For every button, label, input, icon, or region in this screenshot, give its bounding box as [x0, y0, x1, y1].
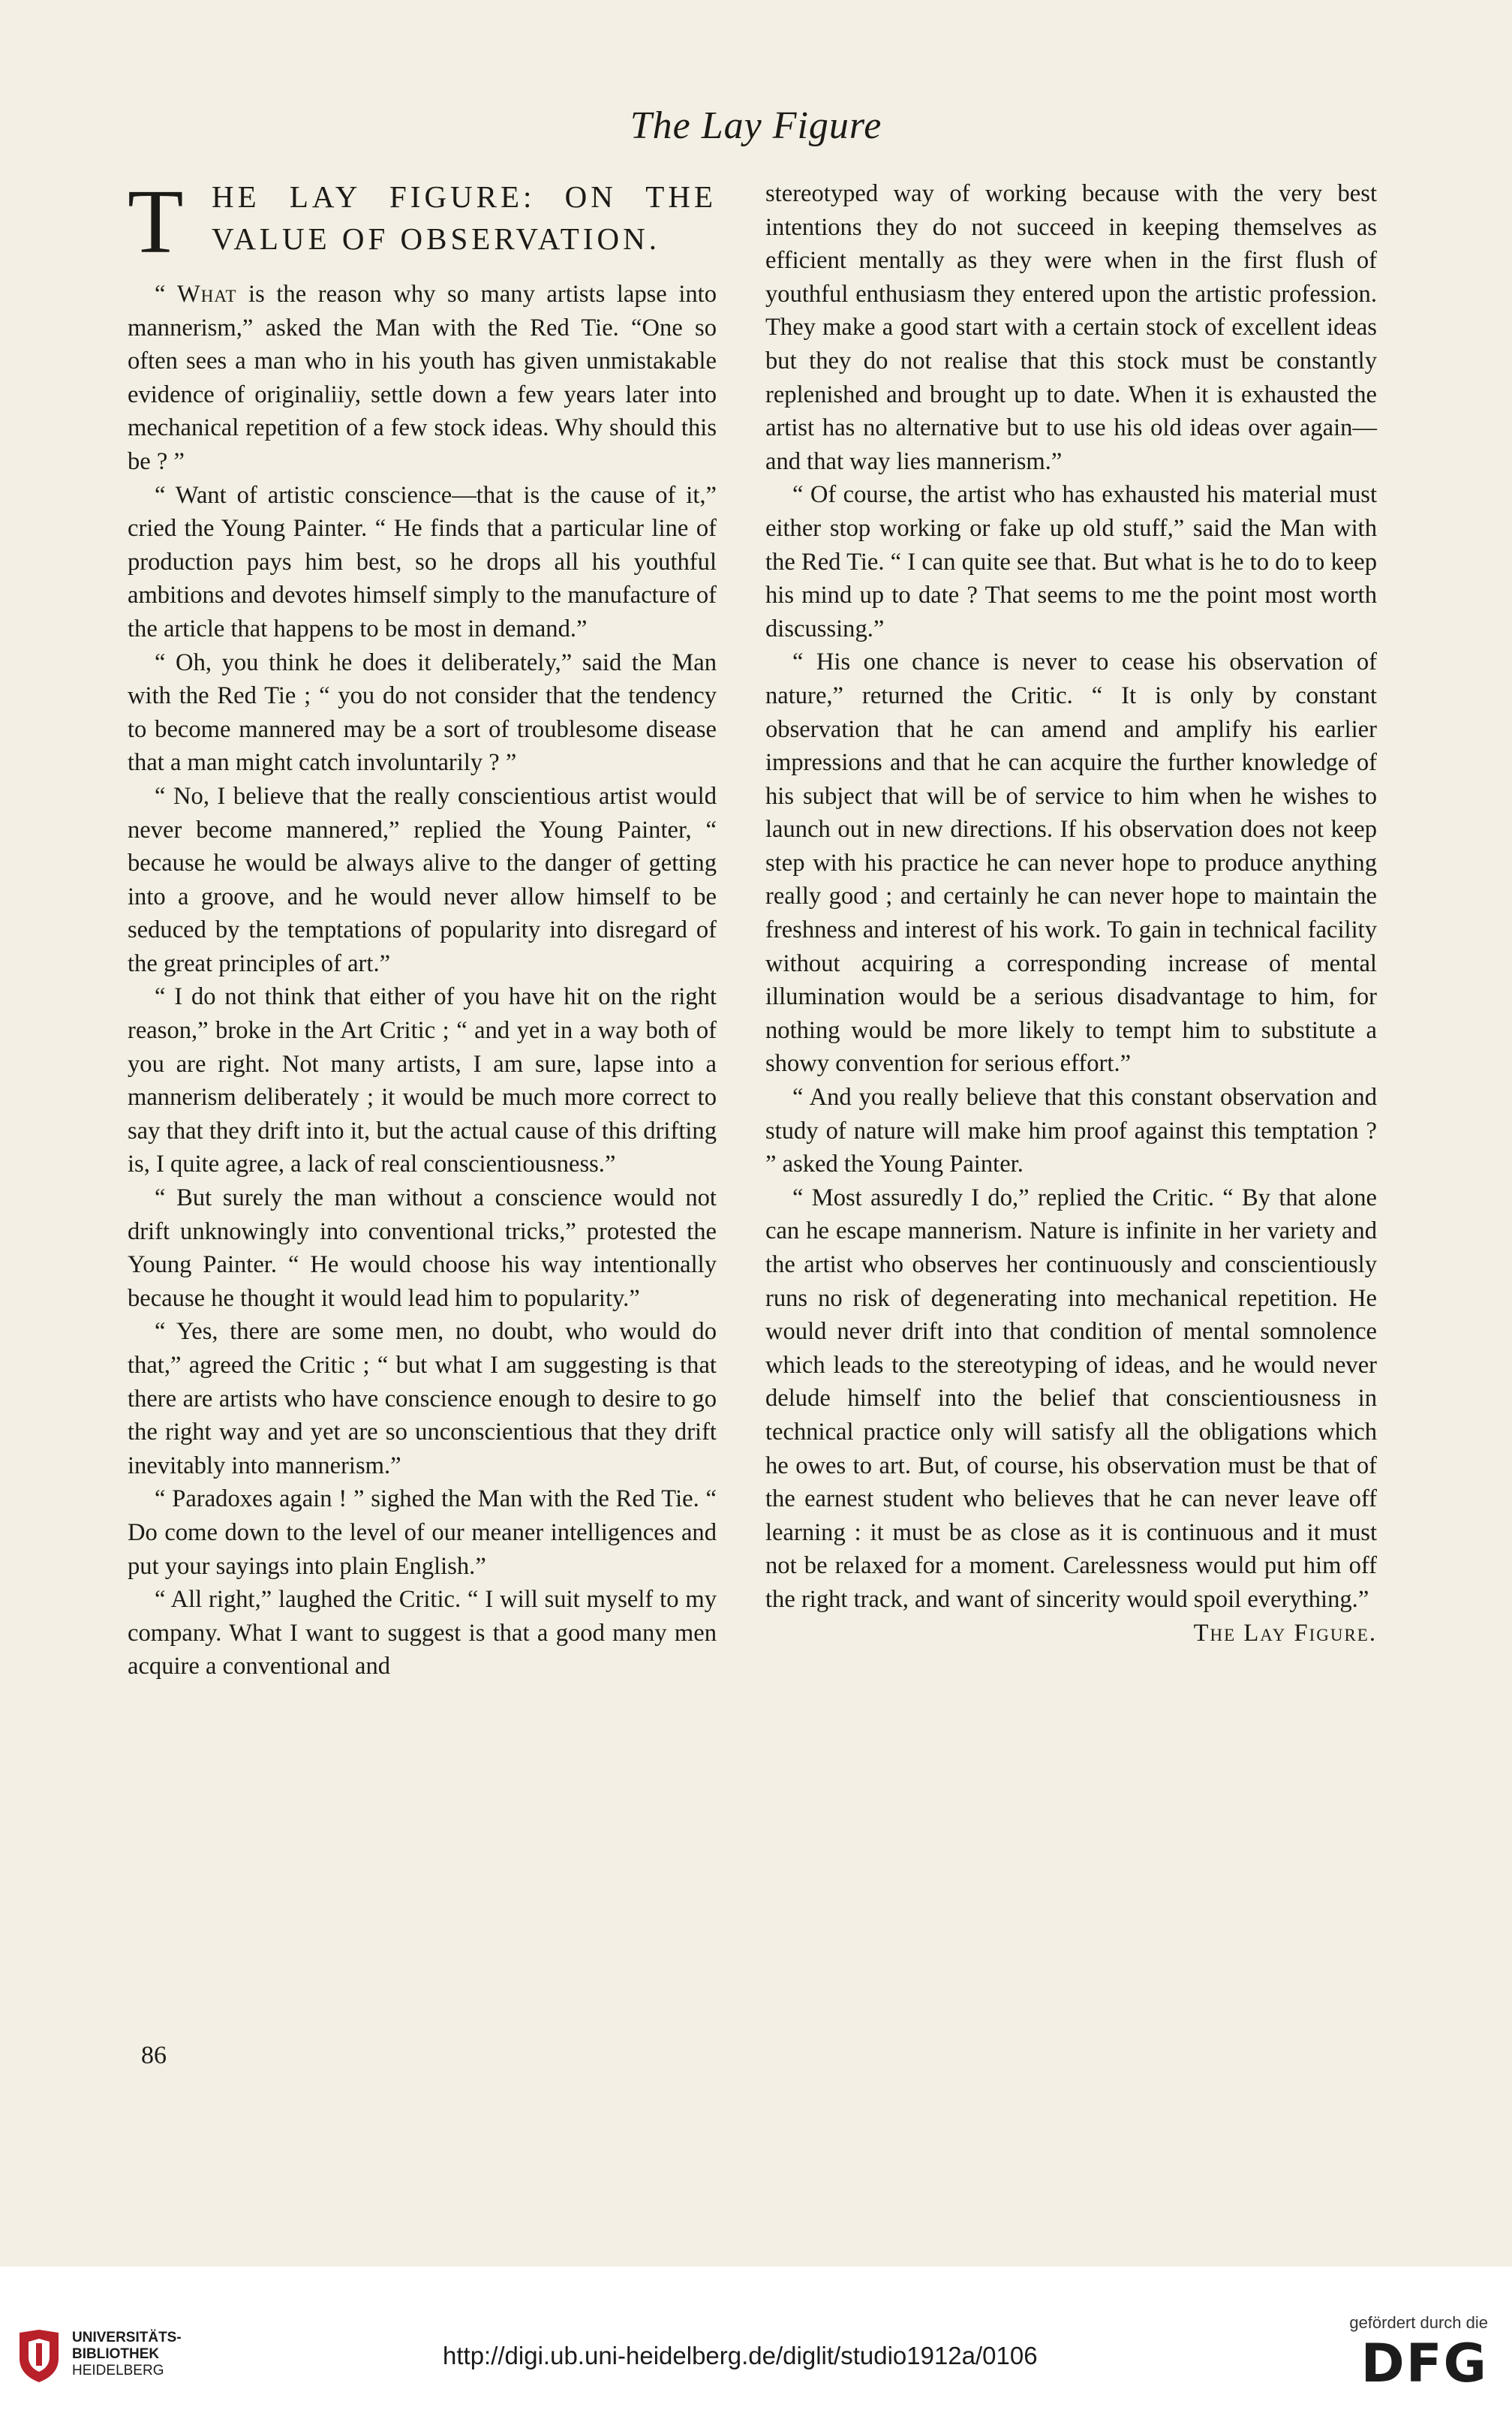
- article-title: [128, 171, 717, 278]
- paragraph: “ I do not think that either of you have hit on the right reason,” broke in the Art Critic ; “ and yet in a way both of you are right. Not many artists, I am sure, lapse into a mannerism deliberately ; it would be much more correct to say that they drift into it, but the actual cause of this drifting is, I quite agree, a lack of real conscientiousness.”: [128, 983, 717, 1178]
- institution-line: HEIDELBERG: [72, 2363, 164, 2378]
- institution-line: BIBLIOTHEK: [72, 2346, 160, 2362]
- paragraph: “ Oh, you think he does it deliberately,” said the Man with the Red Tie ; “ you do not consider that the tendency to become mannered may be a sort of troublesome disease that a man might catch involuntarily ? ”: [128, 648, 717, 777]
- paragraph: “ But surely the man without a conscience would not drift unknowingly into conventional tricks,” protested the Young Painter. “ He would choose his way intentionally because he thought it would lead him to popularity.”: [128, 1184, 717, 1312]
- paragraph-text: is the reason why so many artists lapse into mannerism,” asked the Man with the Red Tie. “One so often sees a man who in his youth has given unmistakable evidence of originaliiy, settle down a few years later into mechanical repetition of a few stock ideas. Why should this be ? ”: [128, 281, 717, 475]
- paragraph: “ Yes, there are some men, no doubt, who would do that,” agreed the Critic ; “ but what I am suggesting is that there are artists who have conscience enough to desire to go the right way and yet are so unconscientious that they drift inevitably into mannerism.”: [128, 1318, 717, 1479]
- institution-name: [72, 2330, 182, 2379]
- smallcaps-word: What: [177, 281, 237, 308]
- title-line-2: VALUE OF OBSERVATION.: [212, 221, 660, 256]
- running-head: The Lay Figure: [630, 104, 882, 147]
- right-column: [765, 177, 1377, 1650]
- paragraph: “ All right,” laughed the Critic. “ I will suit myself to my company. What I want to suggest is that a good many men acquire a conventional and: [128, 1586, 717, 1680]
- university-library-logo-icon: [17, 2328, 62, 2384]
- paragraph: “ What is the reason why so many artists lapse into mannerism,” asked the Man with the Red Tie. “One so often sees a man who in his youth has given unmistakable evidence of originaliiy, settle down a few years later into mechanical repetition of a few stock ideas. Why should this be ? ”: [128, 281, 717, 475]
- institution-line: UNIVERSITÄTS-: [72, 2330, 182, 2345]
- dfg-logo: DFG: [1360, 2333, 1488, 2394]
- funding-credit: [1349, 2313, 1488, 2394]
- dropcap: T: [128, 171, 184, 272]
- digitization-footer: [0, 2267, 1512, 2410]
- paragraph: “ His one chance is never to cease his observation of nature,” returned the Critic. “ It is only by constant observation that he can amend and amplify his earlier impressions and that he can acquire the further knowledge of his subject that will be of service to him when he wishes to launch out in new directions. If his observation does not keep step with his practice he can never hope to produce anything really good ; and certainly he can never hope to maintain the freshness and interest of his work. To gain in technical facility without acquiring a corresponding increase of mental illumination would be a serious disadvantage to him, for nothing would be more likely to tempt him to substitute a showy convention for serious effort.”: [765, 648, 1377, 1078]
- paragraph: “ Of course, the artist who has exhausted his material must either stop working or fake up old stuff,” said the Man with the Red Tie. “ I can quite see that. But what is he to do to keep his mind up to date ? That seems to me the point most worth discussing.”: [765, 481, 1377, 642]
- signature: The Lay Figure.: [1193, 1619, 1377, 1647]
- paragraph: “ Want of artistic conscience—that is the cause of it,” cried the Young Painter. “ He finds that a particular line of production pays him best, so he drops all his youthful ambitions and devotes himself simply to the manufacture of the article that happens to be most in demand.”: [128, 481, 717, 642]
- paragraph: stereotyped way of working because with the very best intentions they do not succeed in keeping themselves as efficient mentally as they were when in the first flush of youthful enthusiasm they entered upon the artistic profession. They make a good start with a certain stock of excellent ideas but they do not realise that this stock must be constantly replenished and brought up to date. When it is exhausted the artist has no alternative but to use his old ideas over again—and that way lies mannerism.”: [765, 180, 1377, 475]
- funding-text: gefördert durch die: [1349, 2313, 1488, 2332]
- source-url-link[interactable]: http://digi.ub.uni-heidelberg.de/diglit/studio1912a/0106: [443, 2342, 1038, 2369]
- page-number: 86: [141, 2041, 167, 2069]
- paragraph-text: “ Most assuredly I do,” replied the Critic. “ By that alone can he escape mannerism. Nature is infinite in her variety and the artist who observes her continuously and conscientiously runs no risk of degenerating into mechanical repetition. He would never drift into that condition of mental somnolence which leads to the stereotyping of ideas, and he would never delude himself into the belief that conscientiousness in technical practice only will satisfy all the obligations which he owes to art. But, of course, his observation must be that of the earnest student who believes that he can never leave off learning : it must be as close as it is continuous and it must not be relaxed for a moment. Carelessness would put him off the right track, and want of sincerity would spoil everything.”: [765, 1184, 1377, 1613]
- left-column: [128, 171, 717, 1683]
- title-line-1: HE LAY FIGURE: ON THE: [212, 179, 717, 214]
- paragraph: “ Paradoxes again ! ” sighed the Man with the Red Tie. “ Do come down to the level of our meaner intelligences and put your sayings into plain English.”: [128, 1485, 717, 1580]
- paragraph: [765, 1181, 1377, 1647]
- paragraph: “ No, I believe that the really conscientious artist would never become mannered,” replied the Young Painter, “ because he would be always alive to the danger of getting into a groove, and he would never allow himself to be seduced by the temptations of popularity into disregard of the great principles of art.”: [128, 782, 717, 977]
- paragraph: “ And you really believe that this constant observation and study of nature will make him proof against this temptation ? ” asked the Young Painter.: [765, 1084, 1377, 1178]
